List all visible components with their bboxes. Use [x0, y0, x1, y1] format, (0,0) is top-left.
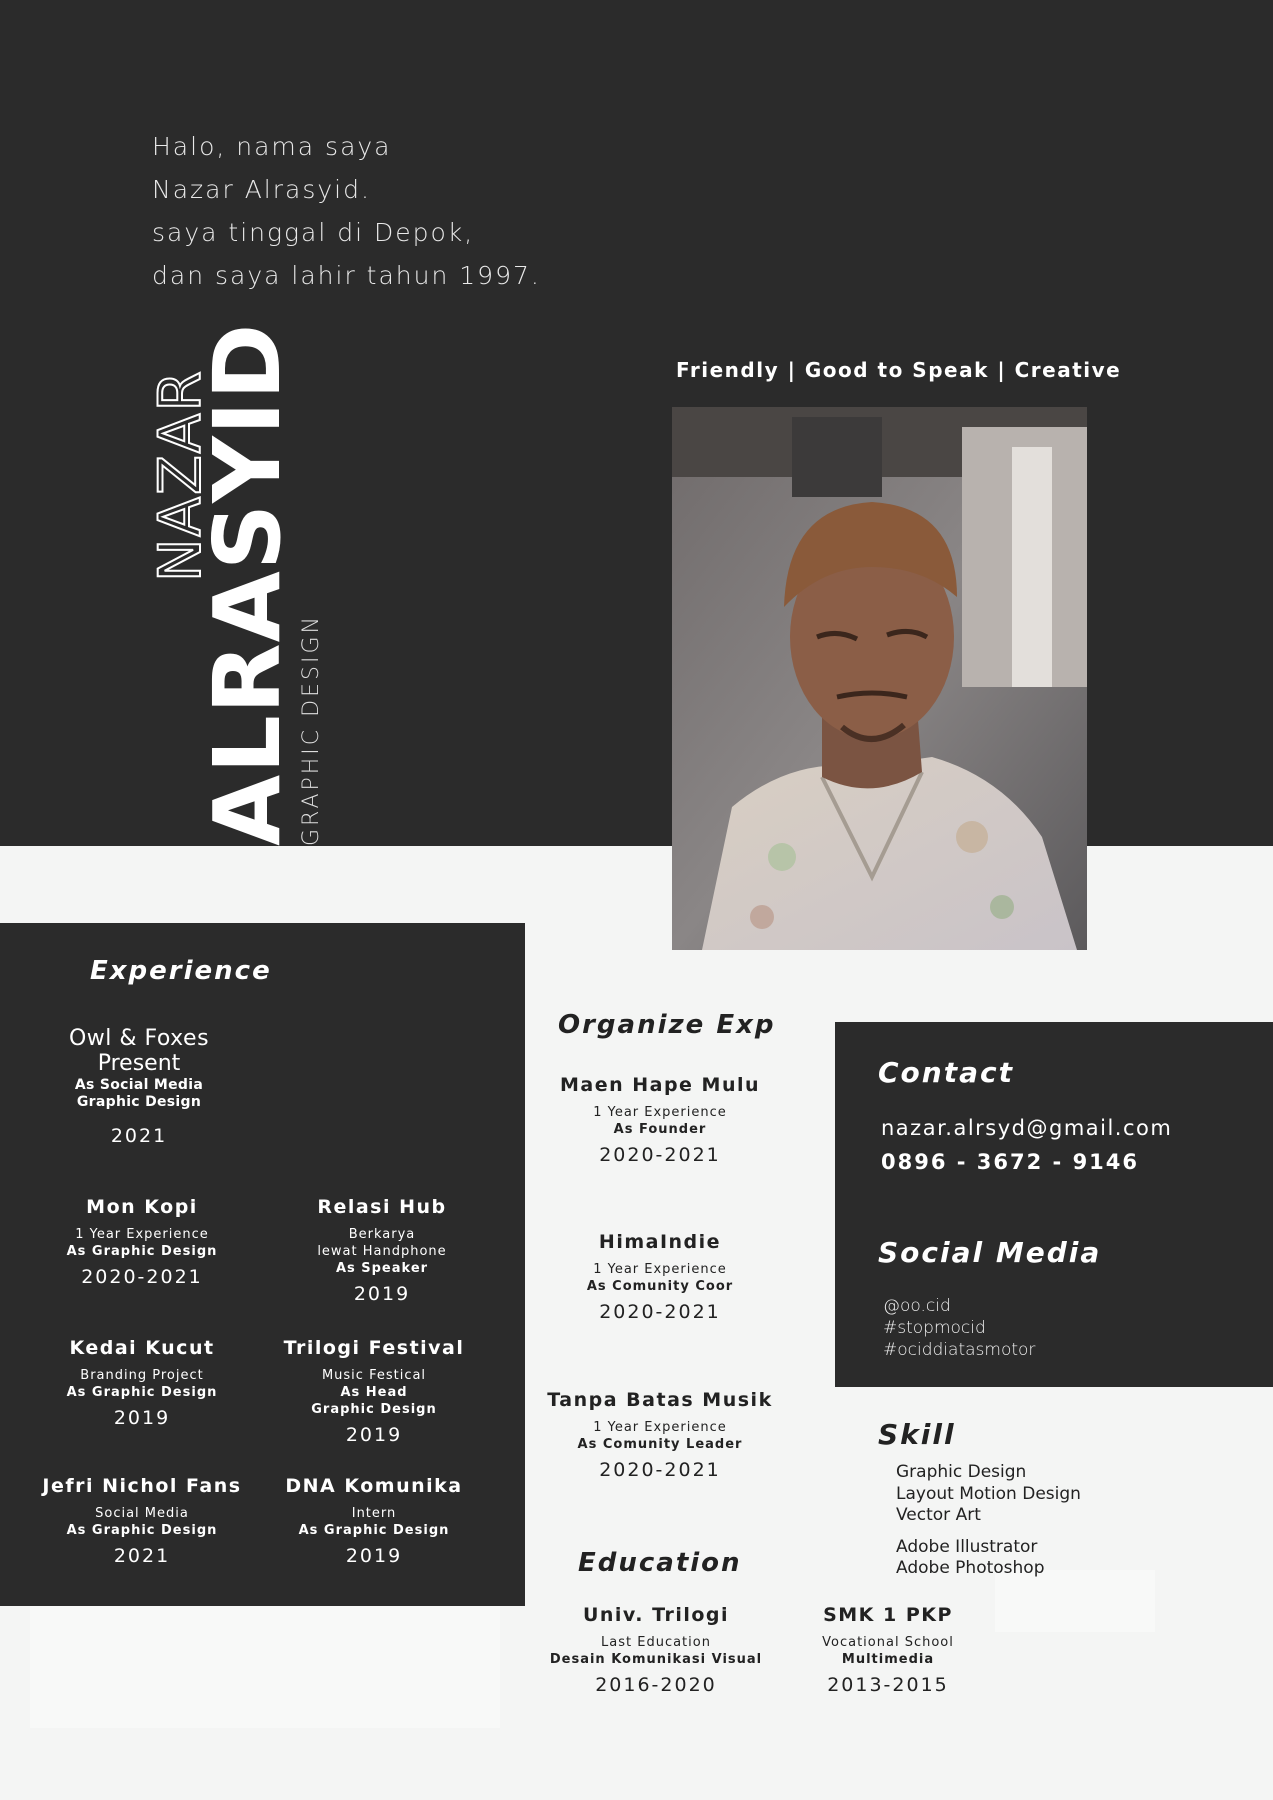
company-name: Owl & Foxes [68, 1026, 210, 1051]
profile-photo [672, 407, 1087, 950]
social-handles [883, 1295, 1035, 1361]
item-year: 2020-2021 [599, 1459, 721, 1481]
social-handle[interactable]: #stopmocid [883, 1318, 986, 1338]
item-year: 2020-2021 [599, 1144, 721, 1166]
item-sub: Berkarya [348, 1227, 416, 1242]
item-role: As Graphic Design [66, 1385, 218, 1400]
item-role: As Graphic Design [66, 1244, 218, 1259]
item-title: Trilogi Festival [283, 1337, 465, 1359]
experience-item [262, 1196, 502, 1305]
phone-number[interactable]: 0896 - 3672 - 9146 [881, 1150, 1140, 1174]
item-role: As Graphic Design [66, 1523, 218, 1538]
role-label: GRAPHIC DESIGN [299, 614, 324, 846]
social-handle[interactable]: @oo.cid [883, 1296, 951, 1316]
organize-item [540, 1389, 780, 1481]
item-year: 2019 [113, 1407, 171, 1429]
role-line: Graphic Design [76, 1094, 202, 1110]
first-name: NAZAR [146, 369, 214, 582]
year-label: 2021 [110, 1125, 168, 1147]
email-address[interactable]: nazar.alrsyd@gmail.com [881, 1116, 1173, 1140]
organize-item [540, 1231, 780, 1323]
item-sub: Vocational School [822, 1635, 954, 1650]
experience-heading: Experience [90, 956, 272, 986]
item-sub: Social Media [95, 1506, 189, 1521]
experience-featured [19, 1026, 259, 1147]
skill-heading: Skill [878, 1418, 956, 1451]
item-title: DNA Komunika [285, 1475, 463, 1497]
item-year: 2019 [353, 1283, 411, 1305]
intro-line: Halo, nama saya [152, 132, 392, 161]
item-role: As Comunity Leader [577, 1437, 743, 1452]
item-sub: Branding Project [80, 1368, 204, 1383]
organize-item [540, 1074, 780, 1166]
social-media-heading: Social Media [878, 1236, 1102, 1269]
item-title: HimaIndie [598, 1231, 722, 1253]
role-line: As Social Media [74, 1077, 204, 1093]
item-sub: 1 Year Experience [593, 1105, 727, 1120]
item-year: 2020-2021 [81, 1266, 203, 1288]
item-role: As Founder [613, 1122, 707, 1137]
item-role: As Comunity Coor [586, 1279, 734, 1294]
item-title: Mon Kopi [86, 1196, 198, 1218]
item-title: Jefri Nichol Fans [42, 1475, 242, 1497]
item-role: Multimedia [841, 1652, 935, 1667]
experience-item [22, 1475, 262, 1567]
social-handle[interactable]: #ociddiatasmotor [883, 1340, 1036, 1360]
item-title: Relasi Hub [317, 1196, 447, 1218]
item-title: SMK 1 PKP [823, 1604, 953, 1626]
item-sub: lewat Handphone [317, 1244, 447, 1259]
item-title: Maen Hape Mulu [559, 1074, 761, 1096]
skill-list [896, 1462, 1081, 1580]
skill-item: Layout Motion Design [896, 1483, 1081, 1504]
skill-item: Vector Art [896, 1505, 981, 1525]
item-sub: 1 Year Experience [75, 1227, 209, 1242]
education-item [768, 1604, 1008, 1696]
item-role: Desain Komunikasi Visual [549, 1652, 763, 1667]
item-role: Graphic Design [311, 1402, 437, 1417]
item-year: 2020-2021 [599, 1301, 721, 1323]
item-year: 2016-2020 [595, 1674, 717, 1696]
intro-line: Nazar Alrasyid. [152, 175, 371, 204]
experience-item [22, 1337, 262, 1429]
item-title: Kedai Kucut [69, 1337, 215, 1359]
experience-item [254, 1475, 494, 1567]
contact-heading: Contact [878, 1056, 1014, 1089]
background-shape [30, 1606, 500, 1728]
item-sub: Music Festical [321, 1368, 427, 1383]
item-year: 2021 [113, 1545, 171, 1567]
education-item [536, 1604, 776, 1696]
status-label: Present [97, 1051, 181, 1076]
item-sub: Last Education [601, 1635, 711, 1650]
item-sub: 1 Year Experience [593, 1420, 727, 1435]
intro-line: dan saya lahir tahun 1997. [152, 261, 541, 290]
item-year: 2019 [345, 1424, 403, 1446]
experience-item [254, 1337, 494, 1446]
intro-line: saya tinggal di Depok, [152, 218, 475, 247]
item-role: As Speaker [335, 1261, 429, 1276]
tagline: Friendly | Good to Speak | Creative [676, 358, 1122, 382]
skill-item: Adobe Illustrator [896, 1536, 1038, 1557]
intro-text [152, 125, 541, 297]
item-sub: 1 Year Experience [593, 1262, 727, 1277]
item-title: Univ. Trilogi [582, 1604, 730, 1626]
education-heading: Education [578, 1548, 742, 1578]
item-title: Tanpa Batas Musik [547, 1389, 773, 1411]
organize-heading: Organize Exp [558, 1010, 776, 1040]
last-name: ALRASYID [194, 322, 301, 846]
experience-item [22, 1196, 262, 1288]
item-year: 2013-2015 [827, 1674, 949, 1696]
item-year: 2019 [345, 1545, 403, 1567]
item-role: As Head [340, 1385, 408, 1400]
item-role: As Graphic Design [298, 1523, 450, 1538]
skill-item: Adobe Photoshop [896, 1558, 1045, 1578]
item-sub: Intern [351, 1506, 397, 1521]
skill-item: Graphic Design [896, 1462, 1027, 1482]
